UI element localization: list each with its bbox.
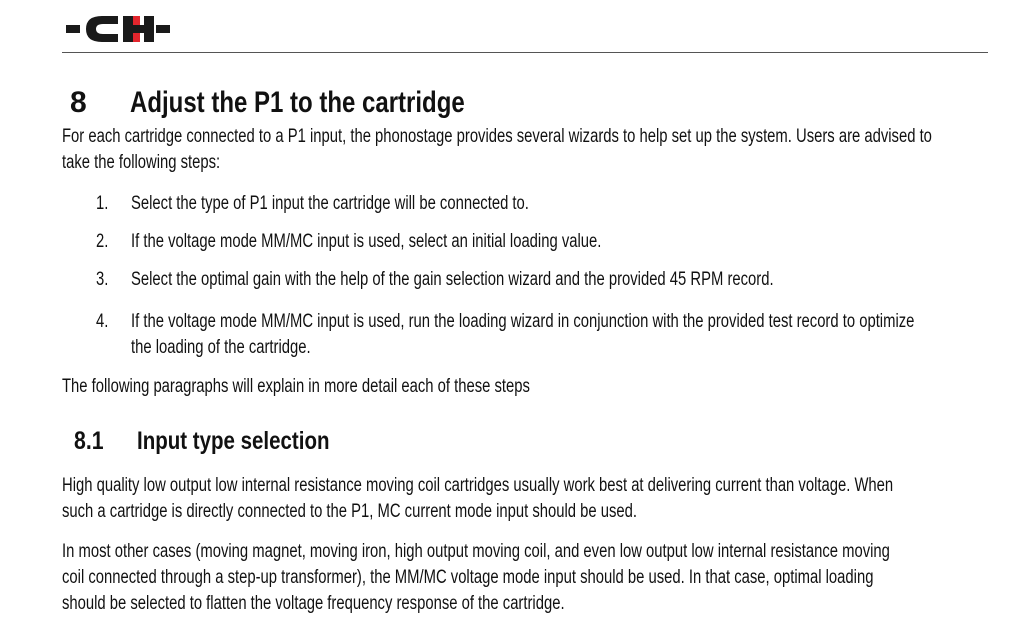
subsection-title: Input type selection — [137, 427, 330, 455]
list-item-number: 4. — [96, 311, 109, 332]
ch-logo — [66, 10, 170, 48]
list-item-text: Select the type of P1 input the cartridge will be connected to. — [131, 193, 529, 214]
section-number: 8 — [70, 86, 87, 119]
list-item-text: the loading of the cartridge. — [131, 337, 311, 358]
paragraph-2-line-1: In most other cases (moving magnet, moving iron, high output moving coil, and even low output low internal resistance moving — [62, 541, 890, 562]
list-item-text: If the voltage mode MM/MC input is used, run the loading wizard in conjunction with the provided test record to optimize — [131, 311, 915, 332]
subsection-number: 8.1 — [74, 427, 104, 455]
header-divider — [62, 52, 988, 53]
list-item-number: 1. — [96, 193, 109, 214]
intro-line-1: For each cartridge connected to a P1 input, the phonostage provides several wizards to help set up the system. Users are advised to — [62, 126, 932, 147]
paragraph-1-line-2: such a cartridge is directly connected to the P1, MC current mode input should be used. — [62, 501, 638, 522]
list-item-number: 3. — [96, 269, 109, 290]
list-item-number: 2. — [96, 231, 109, 252]
section-title: Adjust the P1 to the cartridge — [130, 86, 465, 119]
paragraph-1-line-1: High quality low output low internal resistance moving coil cartridges usually work best at delivering current than voltage. When — [62, 475, 894, 496]
paragraph-2-line-3: should be selected to flatten the voltage frequency response of the cartridge. — [62, 593, 565, 614]
list-item-text: Select the optimal gain with the help of the gain selection wizard and the provided 45 RPM record. — [131, 269, 774, 290]
outro-paragraph: The following paragraphs will explain in more detail each of these steps — [62, 376, 530, 397]
intro-line-2: take the following steps: — [62, 152, 221, 173]
list-item-text: If the voltage mode MM/MC input is used, select an initial loading value. — [131, 231, 602, 252]
paragraph-2-line-2: coil connected through a step-up transformer), the MM/MC voltage mode input should be used. In that case, optimal loading — [62, 567, 874, 588]
